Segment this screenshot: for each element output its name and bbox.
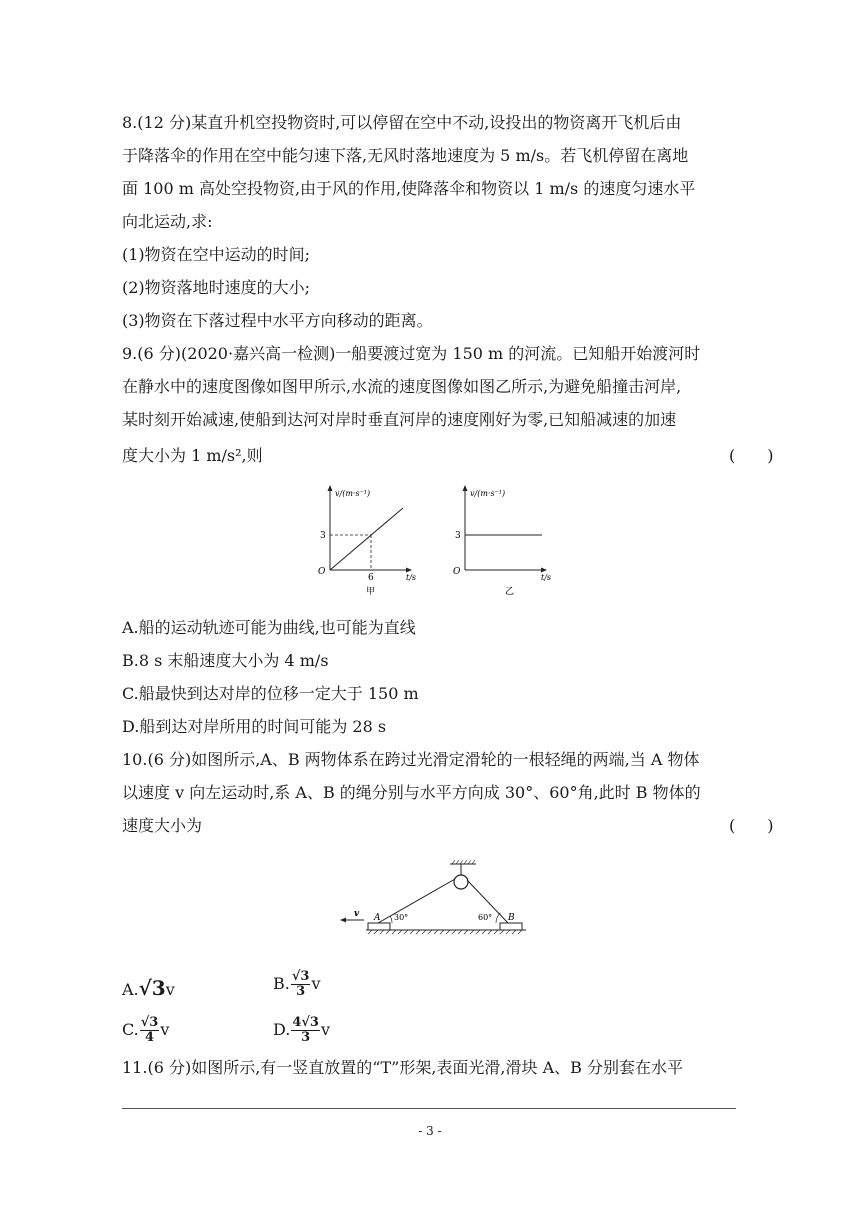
- option-c-fraction: [140, 1016, 160, 1045]
- q10-line-3: 速度大小为: [122, 816, 203, 835]
- q9-line-2: 在静水中的速度图像如图甲所示,水流的速度图像如图乙所示,为避免船撞击河岸,: [122, 377, 682, 396]
- q8-line-6: (2)物资落地时速度的大小;: [122, 278, 311, 297]
- option-d-unit: v: [320, 1020, 331, 1039]
- q9-graph-b: [435, 482, 555, 602]
- q8-line-2: 于降落伞的作用在空中能匀速下落,无风时落地速度为 5 m/s。若飞机停留在离地: [122, 146, 689, 165]
- graph-a-xlabel: t/s: [406, 573, 417, 582]
- q10-pulley-figure: [336, 852, 536, 942]
- fig-a-label: A: [374, 913, 381, 923]
- option-b-label: B.: [273, 974, 290, 993]
- fig-v-label: v: [354, 909, 360, 919]
- q10-option-d: [273, 1016, 330, 1045]
- q9-line-3: 某时刻开始减速,使船到达河对岸时垂直河岸的速度刚好为零,已知船减速的加速: [122, 410, 677, 429]
- option-b-numerator: √3: [291, 969, 310, 984]
- graph-a-origin: O: [318, 567, 326, 577]
- option-b-unit: v: [311, 974, 321, 993]
- q9-option-a: A.船的运动轨迹可能为曲线,也可能为直线: [122, 618, 416, 637]
- option-b-fraction: [291, 970, 311, 999]
- q9-answer-paren: ( ): [729, 446, 774, 465]
- option-c-label: C.: [122, 1020, 139, 1039]
- q10-line-2: 以速度 v 向左运动时,系 A、B 的绳分别与水平方向成 30°、60°角,此时 B 物体的: [122, 783, 701, 802]
- option-c-denominator: 4: [145, 1030, 155, 1045]
- option-b-denominator: 3: [296, 984, 306, 999]
- q8-line-4: 向北运动,求:: [122, 212, 213, 231]
- q9-line-1: 9.(6 分)(2020·嘉兴高一检测)一船要渡过宽为 150 m 的河流。已知船开始渡河时: [122, 344, 701, 363]
- q8-line-5: (1)物资在空中运动的时间;: [122, 245, 311, 264]
- q9-option-c: C.船最快到达对岸的位移一定大于 150 m: [122, 684, 419, 703]
- graph-b-ytick: 3: [455, 531, 461, 541]
- option-c-numerator: √3: [140, 1015, 159, 1030]
- graph-b-origin: O: [453, 567, 461, 577]
- option-a-radical: √3: [138, 976, 166, 1000]
- q10-line-1: 10.(6 分)如图所示,A、B 两物体系在跨过光滑定滑轮的一根轻绳的两端,当 A 物体: [122, 750, 700, 769]
- graph-b-caption: 乙: [505, 587, 515, 597]
- option-d-fraction: [291, 1016, 320, 1045]
- graph-a-xtick: 6: [368, 573, 374, 583]
- fig-b-label: B: [508, 913, 515, 923]
- graph-a-ytick: 3: [320, 531, 326, 541]
- graph-b-xlabel: t/s: [541, 573, 552, 582]
- option-a-unit: v: [165, 980, 175, 999]
- option-d-denominator: 3: [301, 1030, 311, 1045]
- q10-option-b: [273, 970, 320, 999]
- q10-answer-paren: ( ): [729, 816, 774, 835]
- q9-line-4: 度大小为 1 m/s²,则: [122, 446, 263, 465]
- option-a-label: A.: [122, 980, 139, 999]
- block-a: [368, 923, 390, 930]
- option-c-unit: v: [160, 1020, 170, 1039]
- fig-angle-a: 30°: [394, 913, 409, 922]
- q9-option-d: D.船到达对岸所用的时间可能为 28 s: [122, 717, 387, 736]
- block-b: [500, 923, 522, 930]
- graph-a-ylabel: v/(m·s⁻¹): [335, 489, 371, 498]
- pulley-wheel: [454, 875, 468, 889]
- q8-line-1: 8.(12 分)某直升机空投物资时,可以停留在空中不动,设投出的物资离开飞机后由: [122, 113, 682, 132]
- option-d-numerator: 4√3: [292, 1015, 319, 1030]
- footer-rule: [122, 1108, 736, 1109]
- option-d-label: D.: [273, 1020, 291, 1039]
- q8-line-3: 面 100 m 高处空投物资,由于风的作用,使降落伞和物资以 1 m/s 的速度匀速水平: [122, 179, 696, 198]
- q10-option-c: [122, 1016, 169, 1045]
- q11-line-1: 11.(6 分)如图所示,有一竖直放置的“T”形架,表面光滑,滑块 A、B 分别套在水平: [122, 1058, 683, 1077]
- page-number: - 3 -: [418, 1124, 442, 1138]
- q10-option-a: [122, 978, 175, 1000]
- q9-option-b: B.8 s 末船速度大小为 4 m/s: [122, 651, 329, 670]
- fig-angle-b: 60°: [478, 913, 493, 922]
- graph-a-caption: 甲: [366, 587, 376, 597]
- graph-b-ylabel: v/(m·s⁻¹): [470, 489, 506, 498]
- q9-graph-a: [300, 482, 420, 602]
- q8-line-7: (3)物资在下落过程中水平方向移动的距离。: [122, 311, 433, 330]
